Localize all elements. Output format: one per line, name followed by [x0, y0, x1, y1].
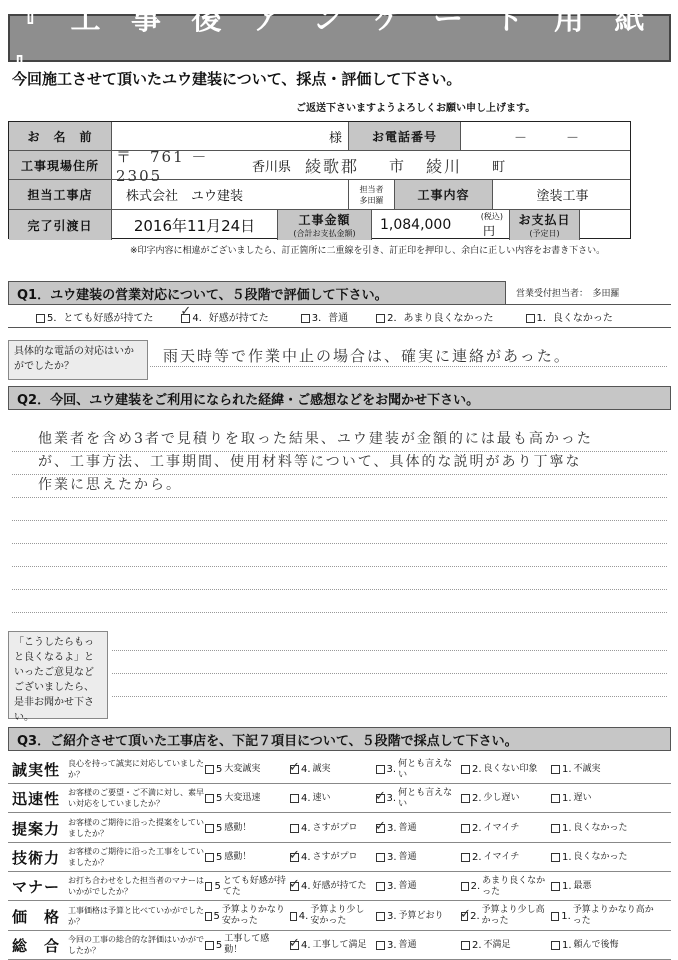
staff-label: 担当者 [359, 184, 384, 194]
q2-title: Q2．今回、ユウ建装をご利用になられた経緯・ご感想などをお聞かせ下さい。 [8, 386, 671, 410]
prefecture: 香川県 [252, 159, 292, 175]
option-text: 少し遅い [483, 793, 520, 804]
amount-sub: (合計お支払金額) [293, 229, 356, 238]
q3-option-5[interactable] [205, 872, 286, 901]
q3-option-3[interactable] [376, 843, 457, 872]
q3-option-4[interactable] [290, 931, 372, 960]
option-text: 予算より少し高かった [481, 905, 545, 926]
q3-option-1[interactable] [551, 902, 661, 931]
q3-row-label: 総 合 [12, 936, 61, 955]
q3-option-3[interactable] [376, 872, 457, 901]
answer-line [12, 520, 667, 521]
q3-option-3[interactable] [376, 755, 457, 784]
q3-option-5[interactable] [205, 814, 286, 843]
q3-row-label: 提案力 [12, 819, 61, 838]
checkmark-icon: ✓ [460, 906, 471, 922]
answer-line [12, 589, 667, 590]
option-text: 普通 [398, 851, 417, 862]
q3-row [8, 814, 671, 843]
checkbox-icon [290, 824, 299, 833]
checkbox-icon [461, 765, 470, 774]
option-text: 予算より少し安かった [310, 905, 365, 926]
q3-option-4[interactable] [290, 902, 372, 931]
q3-option-4[interactable] [290, 755, 372, 784]
q1-option-3[interactable]: 3．普通 [301, 309, 348, 324]
phone-label: お電話番号 [349, 122, 461, 150]
name-suffix: 様 [112, 122, 349, 150]
q3-row [8, 872, 671, 901]
q3-option-3[interactable] [376, 784, 457, 813]
answer-line [12, 543, 667, 544]
q3-row-label: マナー [12, 878, 61, 897]
answer-line [112, 673, 667, 674]
option-number: 2. [472, 764, 482, 775]
option-number: 4. [301, 822, 311, 834]
q3-row-question: お客様のご要望・ご不満に対し、素早い対応をしていましたか？ [68, 788, 204, 809]
option-number: 3. [386, 793, 397, 805]
option-text: 工事して感動！ [224, 934, 270, 956]
q1-title: Q1．ユウ建装の営業対応について、５段階で評価して下さい。 [8, 281, 506, 305]
q3-row-question: 良心を持って誠実に対応していましたか？ [68, 759, 204, 779]
option-text: さすがプロ [312, 851, 358, 862]
checkmark-icon: ✓ [180, 304, 192, 319]
q3-row-label: 技術力 [12, 848, 61, 867]
request-text: ご返送下さいますようよろしくお願い申し上げます。 [296, 103, 536, 114]
option-number: 2. [472, 939, 482, 951]
phone-value: － － [513, 130, 579, 146]
date-row [9, 210, 630, 240]
q3-row [8, 755, 671, 784]
payment-label-block [510, 210, 580, 240]
name-label: お 名 前 [9, 122, 112, 150]
option-text: 良くない印象 [483, 764, 538, 774]
q3-row [8, 931, 671, 960]
checkbox-icon [36, 314, 45, 323]
q3-option-1[interactable] [551, 814, 661, 843]
answer-line [112, 696, 667, 697]
q1-option-1[interactable]: 1．良くなかった [526, 309, 613, 324]
option-text: 速い [312, 793, 331, 804]
option-number: 1. [562, 764, 572, 775]
checkbox-icon [551, 853, 560, 862]
option-number: 4. [301, 939, 311, 951]
option-text: 誠実 [312, 764, 331, 774]
option-text: 工事して満足 [312, 939, 367, 950]
q2-answer [38, 428, 593, 497]
option-number: 1. [562, 851, 572, 863]
option-text: 予算よりかなり高かった [572, 905, 654, 926]
checkbox-icon [526, 314, 535, 323]
option-text: 大変迅速 [224, 793, 261, 804]
option-text: あまり良くなかった [482, 875, 546, 897]
q3-title: Q3．ご紹介させて頂いた工事店を、下記７項目について、５段階で採点して下さい。 [8, 727, 671, 751]
q3-option-2[interactable] [461, 902, 547, 931]
q3-row-question: 今回の工事の総合的な評価はいかがでしたか？ [68, 934, 204, 955]
q3-row-label: 迅速性 [12, 790, 61, 809]
staff-name: 多田羅 [359, 195, 384, 205]
q3-option-3[interactable] [376, 814, 457, 843]
q3-row-label: 価 格 [12, 907, 61, 926]
q1-option-5[interactable]: 5．とても好感が持てた [36, 309, 153, 324]
option-number: 3. [387, 851, 397, 863]
amount-value: 1,084,000 [380, 217, 452, 233]
checkbox-icon [551, 824, 560, 833]
checkbox-icon [205, 853, 214, 862]
q3-option-5[interactable] [205, 931, 286, 960]
q1-option-4[interactable]: ✓ 4．好感が持てた [180, 304, 269, 324]
payment-value [580, 210, 632, 240]
q3-option-5[interactable] [205, 784, 286, 813]
option-number: 1. [562, 881, 572, 893]
checkbox-icon [205, 912, 212, 921]
site-label: 工事現場住所 [9, 151, 112, 179]
option-number: 1. [562, 822, 572, 834]
checkbox-icon [376, 882, 385, 891]
q2-answer-line: 作業に思えたから。 [38, 477, 182, 493]
q3-option-4[interactable] [290, 843, 372, 872]
q3-option-2[interactable] [461, 755, 547, 784]
checkmark-icon: ✓ [289, 877, 300, 893]
checkmark-icon: ✓ [289, 760, 300, 775]
q3-option-5[interactable] [205, 843, 286, 872]
customer-info-table [8, 121, 631, 239]
town-name: 綾川 [426, 156, 463, 176]
checkbox-icon [290, 912, 297, 921]
phone-question: 具体的な電話の対応はいかがでしたか？ [8, 340, 148, 380]
q3-row [8, 902, 671, 931]
checkbox-icon [551, 941, 560, 950]
option-text: 普通 [398, 822, 417, 833]
q3-row-label: 誠実性 [12, 761, 61, 779]
checkbox-icon [205, 882, 212, 891]
tax-label: (税込) [480, 212, 503, 221]
subtitle: 今回施工させて頂いたユウ建装について、採点・評価して下さい。 [12, 70, 462, 88]
option-text: 感動！ [224, 822, 252, 833]
q3-option-2[interactable] [461, 931, 547, 960]
checkmark-icon: ✓ [289, 847, 300, 863]
option-text: とても好感が持てた [222, 875, 286, 897]
date-label: 完了引渡日 [9, 210, 112, 240]
option-number: 4. [301, 764, 311, 775]
option-number: 1. [562, 939, 572, 951]
option-number: 3. [387, 939, 397, 951]
option-number: 2. [470, 910, 480, 922]
answer-line [112, 650, 667, 651]
q3-option-2[interactable] [461, 814, 547, 843]
checkmark-icon: ✓ [289, 935, 300, 951]
postal-code: 〒 761 － 2305 [116, 147, 209, 185]
payment-label: お支払日 [518, 213, 571, 227]
option-text: 何とも言えない [398, 758, 453, 780]
option-number: 5 [216, 851, 223, 863]
checkbox-icon [376, 765, 385, 774]
answer-line [12, 612, 667, 613]
q1-staff: 営業受付担当者： 多田羅 [506, 281, 671, 305]
option-number: 1. [561, 910, 571, 922]
option-number: 2. [472, 822, 482, 834]
store-label: 担当工事店 [9, 180, 112, 209]
q3-row-question: 工事価格は予算と比べていかがでしたか？ [68, 905, 204, 926]
option-text: 感動！ [224, 851, 252, 862]
q3-option-5[interactable] [205, 755, 286, 784]
option-number: 5 [215, 939, 223, 951]
checkbox-icon [205, 794, 214, 803]
amount-label-block [278, 210, 372, 240]
answer-line [150, 366, 667, 367]
option-text: 頼んで後悔 [573, 939, 619, 950]
store-row [9, 180, 630, 210]
q3-option-4[interactable] [290, 784, 372, 813]
option-text: 予算よりかなり安かった [221, 905, 285, 926]
staff-block [349, 180, 395, 209]
checkbox-icon [301, 314, 310, 323]
option-number: 3. [387, 881, 397, 893]
page-title: 『 工 事 後 ア ン ケ ー ト 用 紙 』 [8, 14, 671, 62]
option-text: 予算どおり [398, 910, 444, 921]
checkbox-icon [551, 912, 559, 921]
checkbox-icon [551, 794, 560, 803]
q3-option-4[interactable] [290, 814, 372, 843]
q3-option-1[interactable] [551, 784, 661, 813]
q3-option-1[interactable] [551, 931, 661, 960]
option-number: 4. [298, 910, 309, 922]
answer-line [12, 566, 667, 567]
q3-option-3[interactable] [376, 902, 457, 931]
option-text: 良くなかった [573, 851, 628, 862]
amount-cell [372, 210, 510, 240]
option-number: 5 [216, 793, 223, 805]
q2-answer-line: が、工事方法、工事期間、使用材料等について、具体的な説明があり丁寧な [38, 454, 582, 470]
q3-option-2[interactable] [461, 784, 547, 813]
q1-options [8, 306, 671, 328]
option-text: 大変誠実 [224, 764, 261, 774]
q3-option-2[interactable] [461, 872, 547, 901]
checkbox-icon [376, 941, 385, 950]
option-number: 4. [301, 851, 311, 863]
checkmark-icon: ✓ [375, 789, 386, 805]
q3-option-5[interactable] [205, 902, 286, 931]
option-number: 5 [216, 764, 223, 775]
q3-option-2[interactable] [461, 843, 547, 872]
checkbox-icon [205, 941, 214, 950]
option-text: 普通 [398, 939, 417, 950]
checkmark-icon: ✓ [375, 818, 386, 834]
checkbox-icon [461, 824, 470, 833]
option-number: 2. [470, 881, 481, 893]
option-text: さすがプロ [312, 822, 358, 833]
q3-option-1[interactable] [551, 843, 661, 872]
site-address [112, 147, 632, 185]
option-number: 3. [386, 764, 397, 775]
q3-option-1[interactable] [551, 755, 661, 784]
checkbox-icon [376, 912, 385, 921]
q2-answer-line: 他業者を含め3者で見積りを取った結果、ユウ建装が金額的には最も高かった [38, 431, 593, 447]
option-text: 最悪 [573, 881, 592, 892]
checkbox-icon [461, 882, 469, 891]
amount-label: 工事金額 [298, 213, 351, 227]
date-value: 2016年11月24日 [112, 210, 278, 240]
payment-sub: (予定日) [529, 229, 560, 238]
checkbox-icon [551, 765, 560, 774]
q3-option-4[interactable] [290, 872, 372, 901]
option-number: 1. [562, 793, 572, 805]
checkbox-icon [461, 853, 470, 862]
q3-row [8, 843, 671, 872]
option-text: イマイチ [483, 851, 520, 862]
checkbox-icon [205, 824, 214, 833]
work-value: 塗装工事 [536, 189, 589, 204]
q1-option-2[interactable]: 2．あまり良くなかった [376, 309, 493, 324]
option-number: 4. [301, 881, 311, 893]
option-number: 2. [472, 793, 482, 805]
checkbox-icon [551, 882, 560, 891]
phone-answer: 雨天時等で作業中止の場合は、確実に連絡があった。 [163, 347, 571, 365]
q3-option-3[interactable] [376, 931, 457, 960]
checkbox-icon [376, 314, 385, 323]
option-number: 5 [214, 881, 221, 893]
option-text: イマイチ [483, 822, 520, 833]
q3-option-1[interactable] [551, 872, 661, 901]
answer-line [12, 451, 667, 452]
option-number: 4. [301, 793, 311, 805]
district: 綾歌郡 [305, 156, 360, 176]
option-number: 2. [472, 851, 482, 863]
option-text: 普通 [398, 881, 417, 892]
option-number: 5 [213, 910, 220, 922]
option-number: 5 [216, 822, 223, 834]
option-number: 3. [387, 822, 397, 834]
q3-row-question: お客様のご期待に沿った提案をしていましたか？ [68, 817, 204, 838]
checkbox-icon [461, 941, 470, 950]
checkbox-icon [205, 765, 214, 774]
answer-line [12, 497, 667, 498]
yen-label: 円 [482, 224, 495, 238]
option-number: 3. [387, 910, 397, 922]
side-note: 「こうしたらもっと良くなるよ」といったご意見などございましたら、是非お聞かせ下さい。 [8, 631, 108, 719]
town-label: 町 [492, 159, 506, 175]
name-row [9, 122, 630, 151]
answer-line [12, 474, 667, 475]
q3-row-question: お打ち合わせをした担当者のマナーはいかがでしたか？ [68, 876, 204, 897]
option-text: 何とも言えない [398, 787, 453, 809]
option-text: 不満足 [483, 939, 511, 950]
q3-row-question: お客様のご期待に沿った工事をしていましたか？ [68, 846, 204, 867]
checkbox-icon [290, 794, 299, 803]
city-label: 市 [389, 156, 407, 175]
site-row [9, 147, 630, 185]
option-text: 不誠実 [573, 764, 601, 774]
checkbox-icon [376, 853, 385, 862]
option-text: 遅い [573, 793, 592, 804]
option-text: 好感が持てた [312, 881, 367, 892]
checkbox-icon [461, 794, 470, 803]
work-label: 工事内容 [395, 180, 493, 209]
option-text: 良くなかった [573, 822, 628, 833]
store-value: 株式会社 ユウ建装 [112, 180, 349, 209]
q3-row [8, 784, 671, 813]
print-note: ※印字内容に相違がございましたら、訂正箇所に二重線を引き、訂正印を押印し、余白に正しい内容をお書き下さい。 [130, 246, 606, 256]
